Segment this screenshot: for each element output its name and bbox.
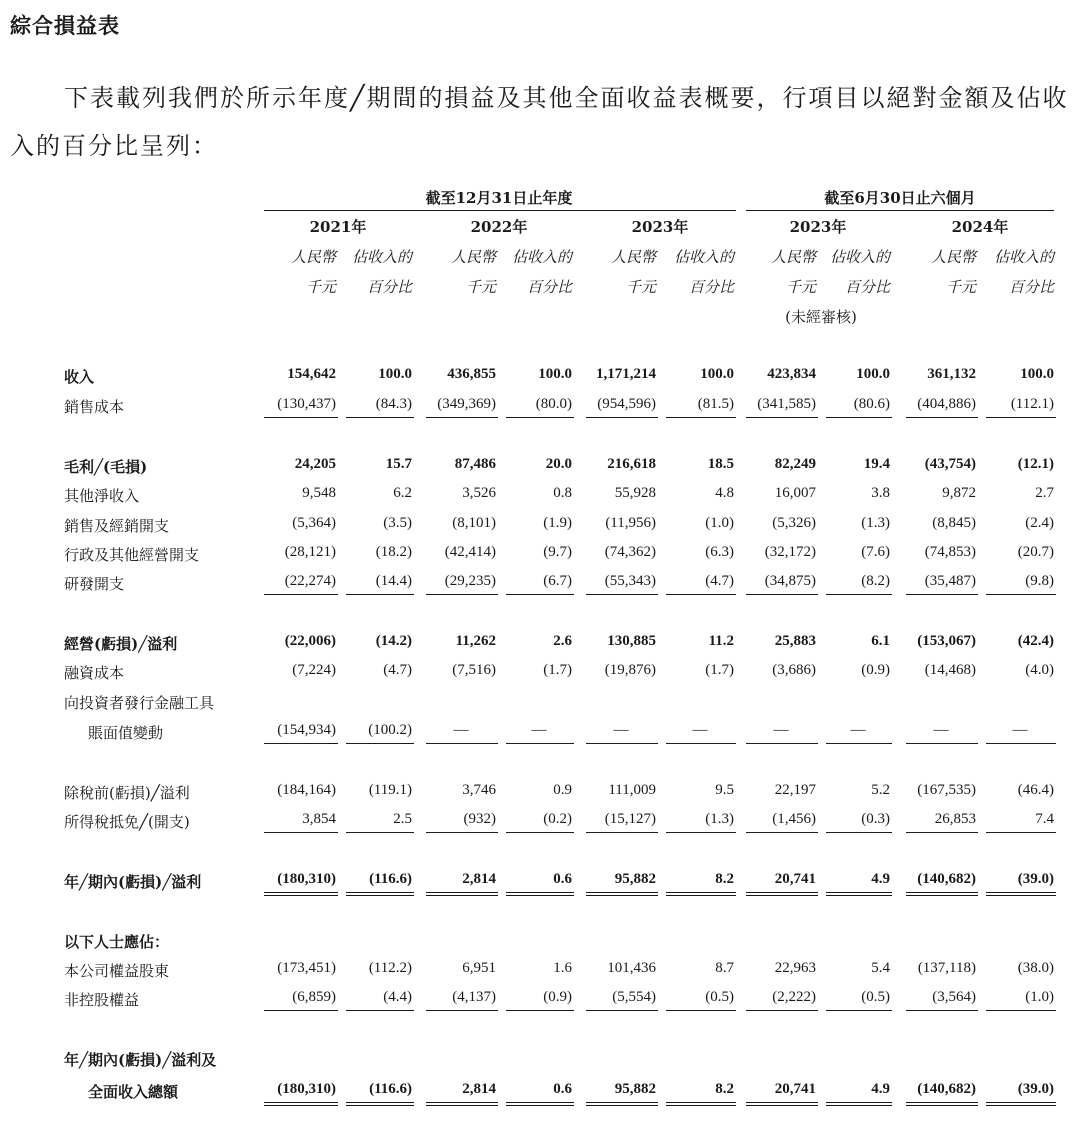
subtotal-rule — [426, 1010, 498, 1011]
table-cell: (0.5) — [861, 989, 890, 1005]
header-unit-percent: 佔收入的 — [511, 248, 572, 266]
table-cell: (32,172) — [764, 544, 816, 560]
header-year: 2023年 — [789, 218, 847, 236]
header-unit-percent: 百分比 — [844, 278, 890, 296]
page-title: 綜合損益表 — [10, 13, 120, 38]
subtotal-rule — [986, 1010, 1056, 1011]
table-cell: (1.3) — [705, 811, 734, 827]
table-cell: 20,741 — [774, 1081, 816, 1097]
table-cell: (80.0) — [535, 396, 572, 412]
subtotal-rule — [746, 594, 818, 595]
table-cell: (112.2) — [368, 960, 412, 976]
table-cell: 3.8 — [871, 485, 890, 501]
table-cell: 4.9 — [871, 1081, 890, 1097]
table-cell: (137,118) — [917, 960, 976, 976]
table-cell: (8.2) — [861, 573, 890, 589]
header-unit-amount: 千元 — [785, 278, 816, 296]
table-cell: 4.9 — [871, 871, 890, 887]
row-label: 銷售及經銷開支 — [64, 517, 170, 535]
table-cell: 22,197 — [774, 782, 816, 798]
table-cell: — — [933, 722, 949, 738]
table-cell: (153,067) — [917, 633, 976, 649]
table-cell: (5,326) — [772, 515, 816, 531]
subtotal-rule — [426, 832, 498, 833]
table-cell: 7.4 — [1035, 811, 1054, 827]
header-unit-percent: 百分比 — [526, 278, 572, 296]
total-double-rule — [666, 892, 736, 896]
table-cell: (119.1) — [368, 782, 412, 798]
subtotal-rule — [426, 417, 498, 418]
table-cell: 6.1 — [871, 633, 890, 649]
header-unit-amount: 人民幣 — [290, 248, 336, 266]
table-cell: 100.0 — [378, 366, 412, 382]
table-cell: (4,137) — [452, 989, 496, 1005]
total-double-rule — [426, 892, 498, 896]
table-cell: (39.0) — [1017, 1081, 1054, 1097]
table-cell: — — [773, 722, 789, 738]
table-cell: 26,853 — [934, 811, 976, 827]
total-double-rule — [906, 1102, 978, 1106]
table-cell: (14.2) — [375, 633, 412, 649]
table-cell: (19,876) — [604, 662, 656, 678]
table-cell: 216,618 — [607, 456, 656, 472]
table-cell: 101,436 — [607, 960, 656, 976]
table-cell: 8.7 — [715, 960, 734, 976]
subtotal-rule — [986, 594, 1056, 595]
table-cell: (11,956) — [605, 515, 656, 531]
header-unit-percent: 佔收入的 — [829, 248, 890, 266]
table-cell: 55,928 — [614, 485, 656, 501]
table-cell: 95,882 — [614, 1081, 656, 1097]
row-label: 毛利╱(毛損) — [64, 458, 148, 476]
table-cell: (8,845) — [932, 515, 976, 531]
header-unaudited-note: (未經審核) — [785, 308, 857, 326]
table-cell: (173,451) — [277, 960, 336, 976]
subtotal-rule — [586, 594, 658, 595]
row-label: 年╱期內(虧損)╱溢利 — [64, 873, 202, 891]
table-cell: 2.5 — [393, 811, 412, 827]
table-cell: (1.0) — [705, 515, 734, 531]
table-cell: (130,437) — [277, 396, 336, 412]
table-cell: 3,526 — [462, 485, 496, 501]
table-cell: (84.3) — [375, 396, 412, 412]
table-cell: 2,814 — [462, 871, 496, 887]
table-cell: 9.5 — [715, 782, 734, 798]
header-unit-amount: 人民幣 — [930, 248, 976, 266]
table-cell: (22,274) — [284, 573, 336, 589]
table-cell: (0.5) — [705, 989, 734, 1005]
table-cell: 0.8 — [553, 485, 572, 501]
table-cell: 19.4 — [863, 456, 890, 472]
table-cell: 423,834 — [767, 366, 816, 382]
table-cell: (116.6) — [369, 1081, 412, 1097]
total-double-rule — [906, 892, 978, 896]
header-unit-amount: 千元 — [625, 278, 656, 296]
table-cell: 6,951 — [462, 960, 496, 976]
table-cell: 2.6 — [553, 633, 572, 649]
row-label: 其他淨收入 — [64, 487, 140, 505]
subtotal-rule — [506, 594, 574, 595]
row-label: 研發開支 — [64, 575, 125, 593]
table-cell: (7,224) — [292, 662, 336, 678]
table-cell: (4.0) — [1025, 662, 1054, 678]
header-unit-percent: 佔收入的 — [673, 248, 734, 266]
subtotal-rule — [264, 594, 338, 595]
header-year: 2024年 — [951, 218, 1009, 236]
total-double-rule — [586, 892, 658, 896]
header-unit-amount: 人民幣 — [450, 248, 496, 266]
subtotal-rule — [906, 417, 978, 418]
row-label: 向投資者發行金融工具 — [64, 694, 215, 712]
table-cell: (39.0) — [1017, 871, 1054, 887]
table-cell: (80.6) — [853, 396, 890, 412]
total-double-rule — [986, 892, 1056, 896]
table-cell: 9,872 — [942, 485, 976, 501]
table-cell: 100.0 — [856, 366, 890, 382]
total-double-rule — [586, 1102, 658, 1106]
table-cell: (167,535) — [917, 782, 976, 798]
table-cell: (6,859) — [292, 989, 336, 1005]
row-label: 全面收入總額 — [88, 1083, 179, 1101]
table-cell: 100.0 — [1020, 366, 1054, 382]
table-cell: (0.9) — [543, 989, 572, 1005]
subtotal-rule — [826, 594, 892, 595]
table-cell: 95,882 — [614, 871, 656, 887]
subtotal-rule — [906, 743, 978, 744]
table-cell: 5.2 — [871, 782, 890, 798]
table-cell: (38.0) — [1017, 960, 1054, 976]
table-cell: (1.9) — [543, 515, 572, 531]
table-cell: (14.4) — [375, 573, 412, 589]
table-cell: 20.0 — [545, 456, 572, 472]
subtotal-rule — [586, 743, 658, 744]
table-cell: (4.7) — [705, 573, 734, 589]
subtotal-rule — [506, 417, 574, 418]
table-cell: (29,235) — [444, 573, 496, 589]
table-cell: 1.6 — [553, 960, 572, 976]
table-cell: (404,886) — [917, 396, 976, 412]
table-cell: 100.0 — [538, 366, 572, 382]
row-label: 所得稅抵免╱(開支) — [64, 813, 190, 831]
subtotal-rule — [506, 743, 574, 744]
table-cell: 154,642 — [287, 366, 336, 382]
table-cell: (184,164) — [277, 782, 336, 798]
header-unit-amount: 千元 — [945, 278, 976, 296]
total-double-rule — [264, 1102, 338, 1106]
total-double-rule — [506, 892, 574, 896]
table-cell: 9,548 — [302, 485, 336, 501]
table-cell: (1.7) — [543, 662, 572, 678]
row-label: 年╱期內(虧損)╱溢利及 — [64, 1051, 217, 1069]
subtotal-rule — [426, 743, 498, 744]
table-cell: (12.1) — [1017, 456, 1054, 472]
table-cell: (4.7) — [383, 662, 412, 678]
subtotal-rule — [264, 1010, 338, 1011]
table-cell: (349,369) — [437, 396, 496, 412]
table-cell: (932) — [463, 811, 496, 827]
table-cell: (0.2) — [543, 811, 572, 827]
total-double-rule — [746, 1102, 818, 1106]
table-cell: — — [453, 722, 469, 738]
table-cell: (4.4) — [383, 989, 412, 1005]
table-cell: (35,487) — [924, 573, 976, 589]
header-year: 2023年 — [631, 218, 689, 236]
table-cell: (140,682) — [917, 871, 976, 887]
total-double-rule — [264, 892, 338, 896]
row-label: 行政及其他經營開支 — [64, 546, 200, 564]
table-cell: 82,249 — [774, 456, 816, 472]
header-unit-amount: 千元 — [465, 278, 496, 296]
header-unit-percent: 佔收入的 — [993, 248, 1054, 266]
header-group-annual-underline — [264, 210, 736, 211]
table-cell: (1.3) — [861, 515, 890, 531]
table-cell: (74,362) — [604, 544, 656, 560]
row-label: 賬面值變動 — [88, 724, 164, 742]
table-cell: (3,564) — [932, 989, 976, 1005]
table-cell: 111,009 — [608, 782, 656, 798]
subtotal-rule — [346, 594, 414, 595]
header-unit-percent: 佔收入的 — [351, 248, 412, 266]
table-cell: (954,596) — [597, 396, 656, 412]
subtotal-rule — [666, 417, 736, 418]
table-cell: (8,101) — [452, 515, 496, 531]
subtotal-rule — [826, 1010, 892, 1011]
subtotal-rule — [666, 594, 736, 595]
header-year: 2021年 — [309, 218, 367, 236]
subtotal-rule — [906, 1010, 978, 1011]
table-cell: (81.5) — [697, 396, 734, 412]
header-group-annual: 截至12月31日止年度 — [425, 189, 573, 207]
table-cell: 6.2 — [393, 485, 412, 501]
header-unit-amount: 人民幣 — [610, 248, 656, 266]
table-cell: 0.9 — [553, 782, 572, 798]
row-label: 銷售成本 — [64, 398, 125, 416]
table-cell: — — [613, 722, 629, 738]
table-cell: 2.7 — [1035, 485, 1054, 501]
header-unit-percent: 百分比 — [688, 278, 734, 296]
table-cell: — — [850, 722, 866, 738]
table-cell: (2,222) — [772, 989, 816, 1005]
table-cell: (154,934) — [277, 722, 336, 738]
table-cell: (2.4) — [1025, 515, 1054, 531]
subtotal-rule — [426, 594, 498, 595]
table-cell: (112.1) — [1010, 396, 1054, 412]
table-cell: (42.4) — [1017, 633, 1054, 649]
subtotal-rule — [826, 743, 892, 744]
table-cell: — — [531, 722, 547, 738]
table-cell: (180,310) — [277, 871, 336, 887]
table-cell: (22,006) — [284, 633, 336, 649]
header-year: 2022年 — [470, 218, 528, 236]
subtotal-rule — [666, 832, 736, 833]
table-cell: (7,516) — [452, 662, 496, 678]
table-cell: 100.0 — [700, 366, 734, 382]
subtotal-rule — [986, 832, 1056, 833]
subtotal-rule — [826, 417, 892, 418]
subtotal-rule — [746, 743, 818, 744]
table-cell: (5,364) — [292, 515, 336, 531]
subtotal-rule — [906, 594, 978, 595]
table-cell: (9.7) — [543, 544, 572, 560]
table-cell: 4.8 — [715, 485, 734, 501]
subtotal-rule — [906, 832, 978, 833]
table-cell: 16,007 — [774, 485, 816, 501]
table-cell: (18.2) — [375, 544, 412, 560]
subtotal-rule — [666, 1010, 736, 1011]
header-unit-percent: 百分比 — [1008, 278, 1054, 296]
total-double-rule — [746, 892, 818, 896]
row-label: 本公司權益股東 — [64, 962, 170, 980]
total-double-rule — [506, 1102, 574, 1106]
total-double-rule — [346, 1102, 414, 1106]
table-cell: 20,741 — [774, 871, 816, 887]
subtotal-rule — [746, 417, 818, 418]
table-cell: (5,554) — [612, 989, 656, 1005]
table-cell: (20.7) — [1017, 544, 1054, 560]
subtotal-rule — [826, 832, 892, 833]
table-cell: 130,885 — [607, 633, 656, 649]
table-cell: (74,853) — [924, 544, 976, 560]
subtotal-rule — [506, 832, 574, 833]
table-cell: 0.6 — [553, 1081, 572, 1097]
subtotal-rule — [346, 417, 414, 418]
total-double-rule — [826, 892, 892, 896]
table-cell: 24,205 — [294, 456, 336, 472]
header-unit-amount: 人民幣 — [770, 248, 816, 266]
intro-paragraph: 下表載列我們於所示年度╱期間的損益及其他全面收益表概要，行項目以絕對金額及佔收入的百分比呈列： — [10, 84, 1069, 160]
subtotal-rule — [346, 832, 414, 833]
table-cell: 5.4 — [871, 960, 890, 976]
subtotal-rule — [586, 1010, 658, 1011]
subtotal-rule — [506, 1010, 574, 1011]
header-unit-percent: 百分比 — [366, 278, 412, 296]
table-cell: (100.2) — [368, 722, 412, 738]
table-cell: (0.9) — [861, 662, 890, 678]
subtotal-rule — [264, 832, 338, 833]
table-cell: 3,746 — [462, 782, 496, 798]
table-cell: — — [1012, 722, 1028, 738]
table-cell: (9.8) — [1025, 573, 1054, 589]
subtotal-rule — [986, 417, 1056, 418]
total-double-rule — [346, 892, 414, 896]
table-cell: (0.3) — [861, 811, 890, 827]
total-double-rule — [826, 1102, 892, 1106]
table-cell: (180,310) — [277, 1081, 336, 1097]
table-cell: (7.6) — [861, 544, 890, 560]
total-double-rule — [426, 1102, 498, 1106]
table-cell: (1,456) — [772, 811, 816, 827]
table-cell: (42,414) — [444, 544, 496, 560]
table-cell: 25,883 — [774, 633, 816, 649]
row-label: 除稅前(虧損)╱溢利 — [64, 784, 190, 802]
table-cell: 87,486 — [454, 456, 496, 472]
table-cell: 0.6 — [553, 871, 572, 887]
table-cell: (3.5) — [383, 515, 412, 531]
subtotal-rule — [586, 832, 658, 833]
subtotal-rule — [586, 417, 658, 418]
table-cell: 15.7 — [385, 456, 412, 472]
subtotal-rule — [746, 832, 818, 833]
table-cell: 361,132 — [927, 366, 976, 382]
table-cell: (6.3) — [705, 544, 734, 560]
table-cell: (140,682) — [917, 1081, 976, 1097]
table-cell: (341,585) — [757, 396, 816, 412]
total-double-rule — [666, 1102, 736, 1106]
table-cell: 1,171,214 — [596, 366, 656, 382]
table-cell: 8.2 — [715, 1081, 734, 1097]
table-cell: (55,343) — [604, 573, 656, 589]
table-cell: 18.5 — [707, 456, 734, 472]
table-cell: (3,686) — [772, 662, 816, 678]
table-cell: (15,127) — [604, 811, 656, 827]
row-label: 非控股權益 — [64, 991, 140, 1009]
subtotal-rule — [346, 1010, 414, 1011]
table-cell: (14,468) — [924, 662, 976, 678]
table-cell: (1.0) — [1025, 989, 1054, 1005]
header-group-half-underline — [746, 210, 1054, 211]
subtotal-rule — [746, 1010, 818, 1011]
row-label: 融資成本 — [64, 664, 125, 682]
row-label: 收入 — [64, 368, 95, 386]
table-cell: 11,262 — [455, 633, 496, 649]
table-cell: (28,121) — [284, 544, 336, 560]
header-unit-amount: 千元 — [305, 278, 336, 296]
row-label: 經營(虧損)╱溢利 — [64, 635, 178, 653]
table-cell: 11.2 — [708, 633, 734, 649]
total-double-rule — [986, 1102, 1056, 1106]
subtotal-rule — [666, 743, 736, 744]
subtotal-rule — [264, 417, 338, 418]
table-cell: 436,855 — [447, 366, 496, 382]
header-group-half: 截至6月30日止六個月 — [824, 189, 976, 207]
table-cell: — — [692, 722, 708, 738]
table-cell: 8.2 — [715, 871, 734, 887]
table-cell: (1.7) — [705, 662, 734, 678]
table-cell: (43,754) — [924, 456, 976, 472]
table-cell: (34,875) — [764, 573, 816, 589]
subtotal-rule — [986, 743, 1056, 744]
table-cell: 3,854 — [302, 811, 336, 827]
table-cell: 2,814 — [462, 1081, 496, 1097]
subtotal-rule — [264, 743, 338, 744]
table-cell: (46.4) — [1017, 782, 1054, 798]
table-cell: (6.7) — [543, 573, 572, 589]
row-label: 以下人士應佔： — [64, 933, 170, 951]
table-cell: (116.6) — [369, 871, 412, 887]
subtotal-rule — [346, 743, 414, 744]
table-cell: 22,963 — [774, 960, 816, 976]
